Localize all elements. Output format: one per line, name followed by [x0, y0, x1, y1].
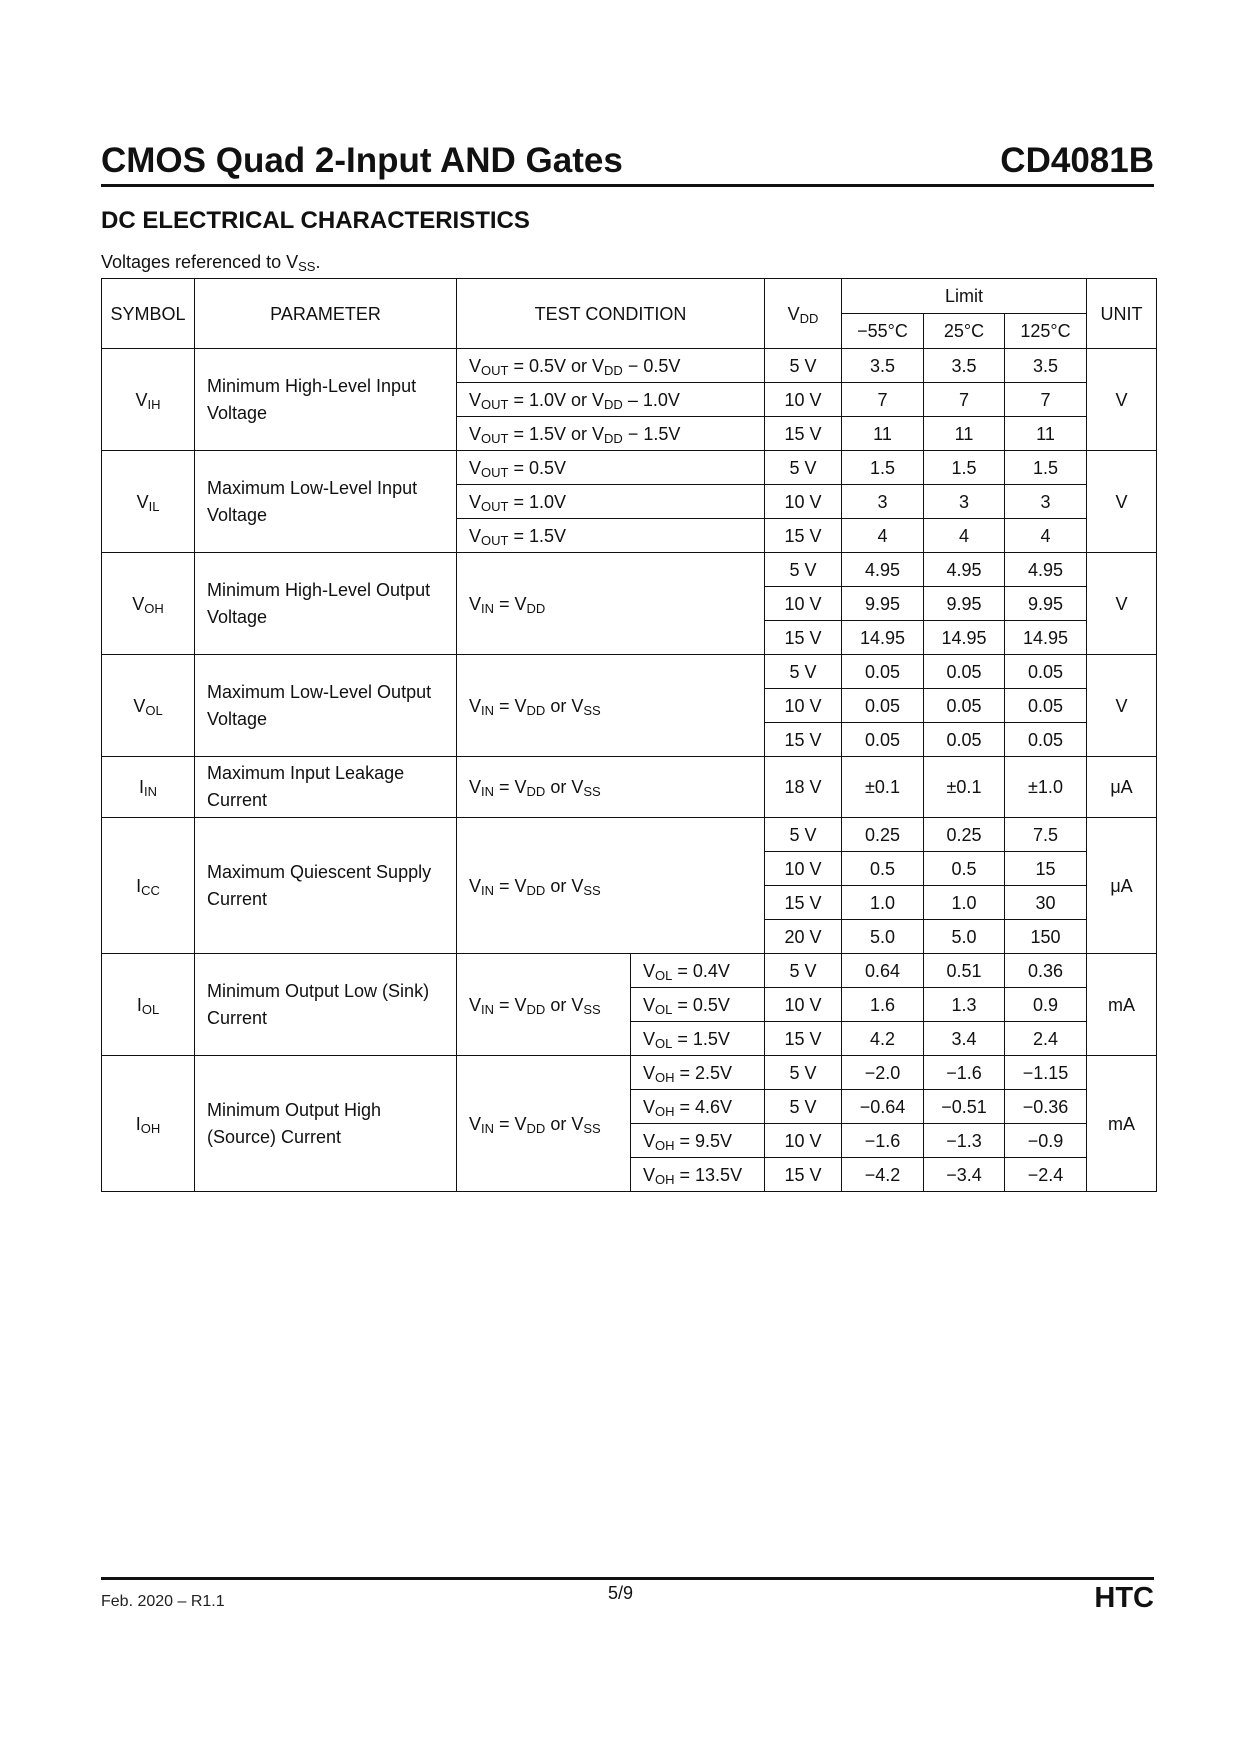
table-row [102, 818, 1157, 852]
value-cell: ±1.0 [1005, 757, 1087, 818]
vdd-cell: 15 V [765, 723, 842, 757]
value-cell: 14.95 [924, 621, 1005, 655]
footer-divider [101, 1577, 1154, 1580]
vdd-cell: 18 V [765, 757, 842, 818]
value-cell: 0.5 [924, 852, 1005, 886]
section-title: DC ELECTRICAL CHARACTERISTICS [101, 207, 530, 234]
sub-condition-cell: $V_{OH} = 13.5V$ [631, 1158, 765, 1192]
value-cell: −0.64 [842, 1090, 924, 1124]
value-cell: 0.36 [1005, 954, 1087, 988]
value-cell: −1.15 [1005, 1056, 1087, 1090]
page-number: 5/9 [608, 1583, 634, 1603]
value-cell: 3 [924, 485, 1005, 519]
value-cell: 9.95 [924, 587, 1005, 621]
value-cell: −0.51 [924, 1090, 1005, 1124]
symbol-cell: $V_{OL}$ [102, 655, 195, 757]
parameter-cell: Maximum Low-Level Output Voltage [195, 655, 457, 757]
vdd-cell: 15 V [765, 417, 842, 451]
value-cell: 0.05 [842, 723, 924, 757]
condition-cell: $V_{IN} = V_{DD}$ or $V_{SS}$ [457, 757, 765, 818]
unit-cell: μA [1087, 757, 1157, 818]
table-row [102, 954, 1157, 988]
vdd-cell: 5 V [765, 1056, 842, 1090]
value-cell: −0.9 [1005, 1124, 1087, 1158]
value-cell: 11 [924, 417, 1005, 451]
value-cell: −4.2 [842, 1158, 924, 1192]
symbol-header: SYMBOL [102, 279, 195, 349]
value-cell: 3 [1005, 485, 1087, 519]
condition-cell: $V_{IN} = V_{DD}$ or $V_{SS}$ [457, 818, 765, 954]
symbol-cell: $I_{CC}$ [102, 818, 195, 954]
vdd-cell: 15 V [765, 621, 842, 655]
symbol-cell: $V_{IH}$ [102, 349, 195, 451]
value-cell: 0.9 [1005, 988, 1087, 1022]
table-row [102, 757, 1157, 818]
value-cell: 150 [1005, 920, 1087, 954]
limit-header: Limit [842, 279, 1087, 314]
value-cell: 30 [1005, 886, 1087, 920]
value-cell: 1.5 [924, 451, 1005, 485]
sub-condition-cell: $V_{OH} = 2.5V$ [631, 1056, 765, 1090]
value-cell: 14.95 [1005, 621, 1087, 655]
value-cell: 9.95 [842, 587, 924, 621]
footer-date-revision: Feb. 2020 – R1.1 [101, 1593, 225, 1610]
value-cell: −3.4 [924, 1158, 1005, 1192]
symbol-cell: $V_{OH}$ [102, 553, 195, 655]
table-row [102, 1056, 1157, 1090]
condition-cell: $V_{OUT} = 0.5V$ [457, 451, 765, 485]
value-cell: 4 [1005, 519, 1087, 553]
value-cell: 0.64 [842, 954, 924, 988]
table-row [102, 553, 1157, 587]
vdd-cell: 5 V [765, 553, 842, 587]
vdd-cell: 5 V [765, 451, 842, 485]
value-cell: ±0.1 [924, 757, 1005, 818]
document-title: CMOS Quad 2-Input AND Gates [101, 141, 623, 180]
condition-cell: $V_{IN} = V_{DD}$ or $V_{SS}$ [457, 1056, 631, 1192]
value-cell: 7.5 [1005, 818, 1087, 852]
parameter-cell: Maximum Quiescent Supply Current [195, 818, 457, 954]
vdd-cell: 15 V [765, 1022, 842, 1056]
value-cell: 0.05 [842, 655, 924, 689]
sub-condition-cell: $V_{OH} = 4.6V$ [631, 1090, 765, 1124]
unit-cell: mA [1087, 954, 1157, 1056]
value-cell: 4.95 [1005, 553, 1087, 587]
value-cell: 3.5 [842, 349, 924, 383]
condition-cell: $V_{OUT} = 1.0V$ [457, 485, 765, 519]
value-cell: 0.25 [842, 818, 924, 852]
vdd-cell: 10 V [765, 988, 842, 1022]
value-cell: 5.0 [842, 920, 924, 954]
value-cell: 7 [842, 383, 924, 417]
vdd-cell: 10 V [765, 689, 842, 723]
condition-cell: $V_{OUT} = 1.5V$ or $V_{DD} - 1.5V$ [457, 417, 765, 451]
value-cell: 3 [842, 485, 924, 519]
value-cell: 1.5 [842, 451, 924, 485]
value-cell: 14.95 [842, 621, 924, 655]
value-cell: 9.95 [1005, 587, 1087, 621]
part-number: CD4081B [1000, 141, 1154, 180]
value-cell: 0.05 [924, 723, 1005, 757]
condition-cell: $V_{IN} = V_{DD}$ or $V_{SS}$ [457, 655, 765, 757]
symbol-cell: $V_{IL}$ [102, 451, 195, 553]
parameter-cell: Minimum High-Level Input Voltage [195, 349, 457, 451]
condition-cell: $V_{IN} = V_{DD}$ [457, 553, 765, 655]
value-cell: 0.05 [842, 689, 924, 723]
unit-cell: mA [1087, 1056, 1157, 1192]
vdd-cell: 10 V [765, 485, 842, 519]
value-cell: 3.5 [924, 349, 1005, 383]
value-cell: 0.25 [924, 818, 1005, 852]
table-row [102, 451, 1157, 485]
value-cell: 15 [1005, 852, 1087, 886]
value-cell: 1.0 [842, 886, 924, 920]
parameter-header: PARAMETER [195, 279, 457, 349]
unit-cell: μA [1087, 818, 1157, 954]
value-cell: −0.36 [1005, 1090, 1087, 1124]
condition-cell: $V_{OUT} = 1.0V$ or $V_{DD} - 1.0V$ [457, 383, 765, 417]
condition-cell: $V_{OUT} = 0.5V$ or $V_{DD} - 0.5V$ [457, 349, 765, 383]
condition-cell: $V_{OUT} = 1.5V$ [457, 519, 765, 553]
vdd-cell: 10 V [765, 1124, 842, 1158]
value-cell: 4 [842, 519, 924, 553]
value-cell: 11 [1005, 417, 1087, 451]
value-cell: −1.3 [924, 1124, 1005, 1158]
value-cell: ±0.1 [842, 757, 924, 818]
vdd-cell: 15 V [765, 519, 842, 553]
value-cell: −1.6 [924, 1056, 1005, 1090]
value-cell: 1.3 [924, 988, 1005, 1022]
value-cell: 0.05 [924, 689, 1005, 723]
unit-cell: V [1087, 655, 1157, 757]
parameter-cell: Minimum High-Level Output Voltage [195, 553, 457, 655]
sub-condition-cell: $V_{OH} = 9.5V$ [631, 1124, 765, 1158]
vdd-cell: 15 V [765, 1158, 842, 1192]
vdd-cell: 5 V [765, 1090, 842, 1124]
value-cell: 0.05 [1005, 655, 1087, 689]
vdd-cell: 5 V [765, 349, 842, 383]
value-cell: 4 [924, 519, 1005, 553]
temp-25-header: 25°C [924, 314, 1005, 349]
parameter-cell: Minimum Output High (Source) Current [195, 1056, 457, 1192]
value-cell: 0.51 [924, 954, 1005, 988]
vdd-cell: 10 V [765, 852, 842, 886]
value-cell: 0.05 [1005, 723, 1087, 757]
page-header [101, 140, 1154, 187]
temp-125-header: 125°C [1005, 314, 1087, 349]
value-cell: 0.05 [1005, 689, 1087, 723]
parameter-cell: Maximum Input Leakage Current [195, 757, 457, 818]
value-cell: −2.4 [1005, 1158, 1087, 1192]
value-cell: 0.05 [924, 655, 1005, 689]
value-cell: 11 [842, 417, 924, 451]
parameter-cell: Minimum Output Low (Sink) Current [195, 954, 457, 1056]
value-cell: 5.0 [924, 920, 1005, 954]
value-cell: 1.5 [1005, 451, 1087, 485]
vdd-cell: 5 V [765, 655, 842, 689]
brand-logo-text: HTC [1094, 1582, 1154, 1614]
table-row [102, 349, 1157, 383]
symbol-cell: $I_{OH}$ [102, 1056, 195, 1192]
table-header-row [102, 279, 1157, 314]
sub-condition-cell: $V_{OL} = 1.5V$ [631, 1022, 765, 1056]
table-row [102, 655, 1157, 689]
vdd-header: $V_{DD}$ [765, 279, 842, 349]
dc-characteristics-table [101, 278, 1157, 1192]
unit-cell: V [1087, 553, 1157, 655]
temp-minus55-header: −55°C [842, 314, 924, 349]
vdd-cell: 15 V [765, 886, 842, 920]
value-cell: −2.0 [842, 1056, 924, 1090]
value-cell: 4.2 [842, 1022, 924, 1056]
unit-cell: V [1087, 451, 1157, 553]
value-cell: 7 [1005, 383, 1087, 417]
value-cell: 1.0 [924, 886, 1005, 920]
value-cell: 3.4 [924, 1022, 1005, 1056]
value-cell: 3.5 [1005, 349, 1087, 383]
vdd-cell: 5 V [765, 818, 842, 852]
value-cell: −1.6 [842, 1124, 924, 1158]
value-cell: 4.95 [924, 553, 1005, 587]
vdd-cell: 5 V [765, 954, 842, 988]
test-condition-header: TEST CONDITION [457, 279, 765, 349]
parameter-cell: Maximum Low-Level Input Voltage [195, 451, 457, 553]
sub-condition-cell: $V_{OL} = 0.5V$ [631, 988, 765, 1022]
unit-header: UNIT [1087, 279, 1157, 349]
unit-cell: V [1087, 349, 1157, 451]
value-cell: 0.5 [842, 852, 924, 886]
value-cell: 4.95 [842, 553, 924, 587]
symbol-cell: $I_{OL}$ [102, 954, 195, 1056]
value-cell: 7 [924, 383, 1005, 417]
table-note: Voltages referenced to $V_{SS}$. [101, 252, 321, 274]
sub-condition-cell: $V_{OL} = 0.4V$ [631, 954, 765, 988]
condition-cell: $V_{IN} = V_{DD}$ or $V_{SS}$ [457, 954, 631, 1056]
value-cell: 2.4 [1005, 1022, 1087, 1056]
vdd-cell: 10 V [765, 587, 842, 621]
symbol-cell: $I_{IN}$ [102, 757, 195, 818]
value-cell: 1.6 [842, 988, 924, 1022]
vdd-cell: 10 V [765, 383, 842, 417]
vdd-cell: 20 V [765, 920, 842, 954]
